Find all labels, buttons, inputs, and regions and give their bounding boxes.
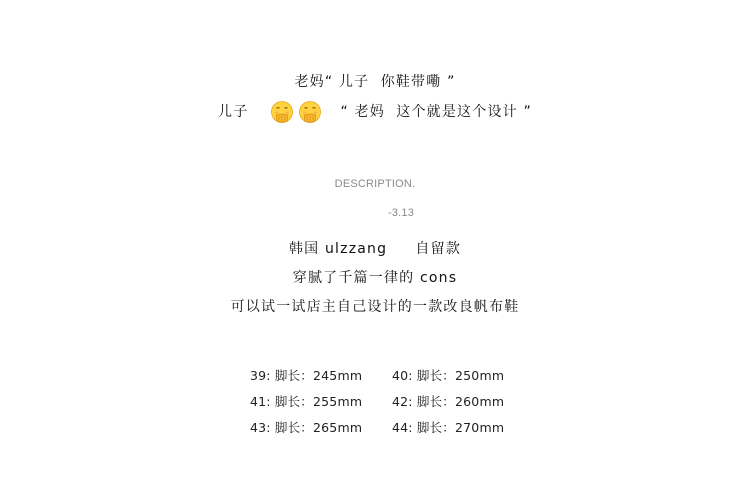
product-line: 韩国 ulzzang 自留款 xyxy=(288,241,462,257)
size-entry: 39: 脚长：245mm xyxy=(250,368,363,383)
size-entry: 44: 脚长：270mm xyxy=(392,420,505,435)
size-entry: 41: 脚长：255mm xyxy=(250,394,363,409)
size-entry: 43: 脚长：265mm xyxy=(250,420,363,435)
hand-over-mouth-emoji xyxy=(298,100,322,124)
dialogue-line-son xyxy=(0,100,750,124)
size-entry: 42: 脚长：260mm xyxy=(392,394,505,409)
hand-over-mouth-emoji xyxy=(270,100,294,124)
size-entry: 40: 脚长：250mm xyxy=(392,368,505,383)
description-heading: DESCRIPTION. xyxy=(334,178,416,190)
product-line: 穿腻了千篇一律的 cons xyxy=(292,270,458,286)
dialogue-text-son: “ 老妈 这个就是这个设计 ” xyxy=(340,104,532,120)
dialogue-line-mother: 老妈“ 儿子 你鞋带嘞 ” xyxy=(294,74,456,90)
emoji-group xyxy=(270,100,326,124)
description-number: -3.13 xyxy=(388,207,415,219)
product-line: 可以试一试店主自己设计的一款改良帆布鞋 xyxy=(230,299,520,315)
dialogue-speaker-son: 儿子 xyxy=(218,104,249,120)
